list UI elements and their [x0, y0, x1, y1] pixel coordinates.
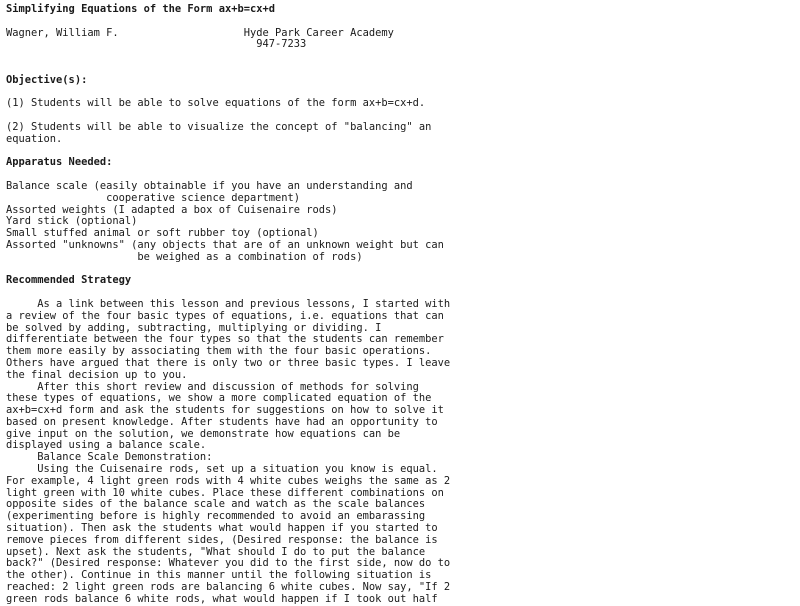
strategy-line: green rods balance 6 white rods, what would happen if I took out half	[6, 592, 438, 605]
strategy-line: Others have argued that there is only two or three basic types. I leave	[6, 356, 451, 369]
apparatus-line: cooperative science department)	[6, 191, 301, 204]
apparatus-heading: Apparatus Needed:	[6, 156, 113, 169]
strategy-line: reached: 2 light green rods are balancing 6 white cubes. Now say, "If 2	[6, 581, 451, 594]
strategy-line: opposite sides of the balance scale and watch as the scale balances	[6, 498, 426, 511]
strategy-line: them more easily by associating them with the four basic operations.	[6, 345, 432, 358]
strategy-line: situation). Then ask the students what would happen if you started to	[6, 522, 438, 535]
strategy-line: Using the Cuisenaire rods, set up a situation you know is equal.	[6, 463, 438, 476]
strategy-line: ax+b=cx+d form and ask the students for suggestions on how to solve it	[6, 404, 444, 417]
strategy-line: based on present knowledge. After students have had an opportunity to	[6, 415, 438, 428]
strategy-line: light green with 10 white cubes. Place these different combinations on	[6, 486, 444, 499]
strategy-line: a review of the four basic types of equations, i.e. equations that can	[6, 309, 444, 322]
strategy-line: As a link between this lesson and previous lessons, I started with	[6, 297, 451, 310]
strategy-line: these types of equations, we show a more complicated equation of the	[6, 392, 432, 405]
spacer	[6, 63, 796, 75]
spacer	[6, 146, 796, 158]
strategy-line: back?" (Desired response: Whatever you did to the first side, now do to	[6, 557, 451, 570]
objective-2-line-1: (2) Students will be able to visualize the concept of "balancing" an	[6, 120, 432, 133]
strategy-line: (experimenting before is highly recommended to avoid an embarassing	[6, 510, 426, 523]
document-page	[6, 4, 796, 606]
apparatus-line: Balance scale (easily obtainable if you have an understanding and	[6, 179, 413, 192]
objective-1-line-1: (1) Students will be able to solve equations of the form ax+b=cx+d.	[6, 97, 426, 110]
objective-2-line-2: equation.	[6, 132, 63, 145]
document-title: Simplifying Equations of the Form ax+b=cx+d	[6, 3, 275, 15]
strategy-line: displayed using a balance scale.	[6, 439, 207, 452]
apparatus-line: be weighed as a combination of rods)	[6, 250, 363, 263]
author-line: Wagner, William F. Hyde Park Career Academy	[6, 26, 394, 39]
strategy-line: remove pieces from different sides, (Desired response: the balance is	[6, 533, 438, 546]
apparatus-line: Assorted "unknowns" (any objects that are of an unknown weight but can	[6, 238, 444, 251]
strategy-line: For example, 4 light green rods with 4 white cubes weighs the same as 2	[6, 474, 451, 487]
strategy-heading: Recommended Strategy	[6, 274, 132, 287]
strategy-line: After this short review and discussion of methods for solving	[6, 380, 419, 393]
strategy-line: the final decision up to you.	[6, 368, 188, 381]
strategy-line: give input on the solution, we demonstrate how equations can be	[6, 427, 401, 440]
spacer	[6, 51, 796, 63]
phone-line: 947-7233	[6, 38, 307, 51]
strategy-line: be solved by adding, subtracting, multiplying or dividing. I	[6, 321, 382, 334]
strategy-line: Balance Scale Demonstration:	[6, 451, 213, 464]
spacer	[6, 16, 796, 28]
objectives-heading: Objective(s):	[6, 73, 88, 86]
apparatus-line: Yard stick (optional)	[6, 215, 138, 228]
apparatus-line: Small stuffed animal or soft rubber toy (optional)	[6, 227, 319, 240]
strategy-line: differentiate between the four types so that the students can remember	[6, 333, 444, 346]
strategy-line: the other). Continue in this manner until the following situation is	[6, 569, 432, 582]
apparatus-line: Assorted weights (I adapted a box of Cuisenaire rods)	[6, 203, 338, 216]
strategy-line: upset). Next ask the students, "What should I do to put the balance	[6, 545, 426, 558]
